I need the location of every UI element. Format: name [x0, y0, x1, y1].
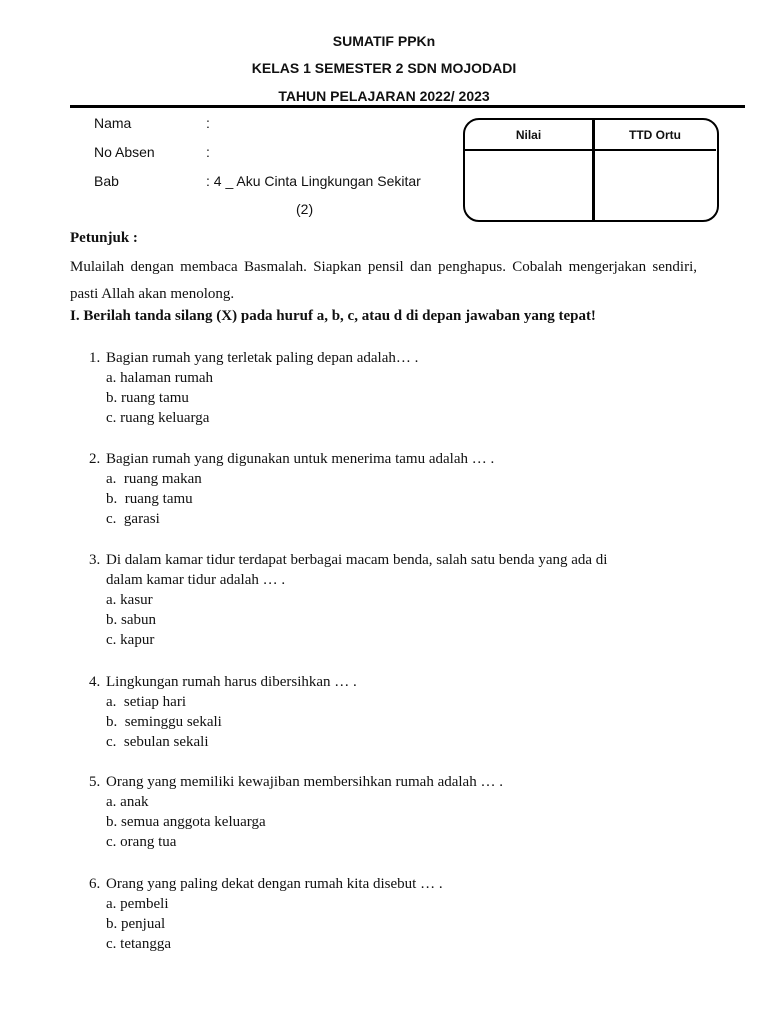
option-text: penjual [121, 916, 166, 932]
ttd-ortu-header: TTD Ortu [629, 128, 681, 142]
question-5 [89, 772, 709, 852]
question-text: Di dalam kamar tidur terdapat berbagai macam benda, salah satu benda yang ada di [106, 552, 608, 568]
question-number: 5. [89, 774, 101, 790]
option-a[interactable] [89, 469, 709, 489]
option-b[interactable] [89, 812, 709, 832]
question-number: 3. [89, 552, 101, 568]
option-letter: b. [106, 916, 118, 932]
question-number: 1. [89, 350, 101, 366]
option-text: pembeli [120, 896, 169, 912]
question-number: 6. [89, 876, 101, 892]
option-a[interactable] [89, 792, 709, 812]
option-text: tetangga [120, 936, 171, 952]
option-b[interactable] [89, 712, 709, 732]
option-letter: b. [106, 612, 118, 628]
option-text: garasi [123, 511, 160, 527]
option-b[interactable] [89, 388, 709, 408]
option-text: ruang tamu [121, 390, 189, 406]
option-c[interactable] [89, 732, 709, 752]
option-text: setiap hari [123, 694, 186, 710]
bab-value: : 4 _ Aku Cinta Lingkungan Sekitar [206, 173, 421, 189]
option-c[interactable] [89, 832, 709, 852]
option-text: seminggu sekali [124, 714, 222, 730]
grade-box-column-divider [592, 118, 595, 222]
option-letter: a. [106, 794, 117, 810]
doc-class-school: KELAS 1 SEMESTER 2 SDN MOJODADI [251, 60, 517, 76]
question-3 [89, 550, 709, 650]
option-text: halaman rumah [120, 370, 214, 386]
nilai-header: Nilai [515, 128, 542, 142]
header-divider [70, 105, 745, 108]
instructions-body: Mulailah dengan membaca Basmalah. Siapkan pensil dan penghapus. Cobalah mengerjakan sendiri, pasti Allah akan menolong. [70, 259, 697, 302]
option-b[interactable] [89, 610, 709, 630]
option-a[interactable] [89, 368, 709, 388]
question-text-continued: dalam kamar tidur adalah … . [106, 572, 286, 588]
doc-title: SUMATIF PPKn [332, 33, 436, 49]
option-letter: b. [106, 814, 118, 830]
no-absen-label: No Absen [94, 144, 155, 160]
option-letter: a. [106, 471, 117, 487]
option-letter: a. [106, 694, 117, 710]
nama-colon: : [206, 115, 210, 131]
option-letter: b. [106, 390, 118, 406]
doc-school-year: TAHUN PELAJARAN 2022/ 2023 [278, 88, 490, 104]
option-a[interactable] [89, 692, 709, 712]
question-text: Orang yang memiliki kewajiban membersihkan rumah adalah … . [106, 774, 503, 790]
option-a[interactable] [89, 894, 709, 914]
option-c[interactable] [89, 630, 709, 650]
question-text: Bagian rumah yang digunakan untuk menerima tamu adalah … . [106, 451, 495, 467]
option-letter: b. [106, 491, 118, 507]
question-6 [89, 874, 709, 954]
question-text: Bagian rumah yang terletak paling depan adalah… . [106, 350, 419, 366]
question-4 [89, 672, 709, 752]
option-b[interactable] [89, 914, 709, 934]
option-letter: b. [106, 714, 118, 730]
question-2 [89, 449, 709, 529]
bab-label: Bab [94, 173, 119, 189]
option-c[interactable] [89, 934, 709, 954]
question-number: 2. [89, 451, 101, 467]
question-text: Orang yang paling dekat dengan rumah kita disebut … . [106, 876, 443, 892]
option-b[interactable] [89, 489, 709, 509]
option-text: ruang tamu [124, 491, 193, 507]
option-letter: a. [106, 592, 117, 608]
option-letter: c. [106, 410, 117, 426]
grade-box [463, 118, 719, 222]
option-text: sebulan sekali [123, 734, 209, 750]
option-letter: c. [106, 936, 117, 952]
nama-label: Nama [94, 115, 132, 131]
option-letter: c. [106, 511, 117, 527]
option-letter: c. [106, 834, 117, 850]
option-text: sabun [121, 612, 156, 628]
option-text: ruang keluarga [120, 410, 210, 426]
no-absen-colon: : [206, 144, 210, 160]
option-c[interactable] [89, 408, 709, 428]
option-c[interactable] [89, 509, 709, 529]
option-text: kasur [120, 592, 153, 608]
instructions-title: Petunjuk : [70, 230, 138, 246]
section-heading: I. Berilah tanda silang (X) pada huruf a, b, c, atau d di depan jawaban yang tepat! [70, 308, 596, 324]
option-letter: a. [106, 370, 117, 386]
option-a[interactable] [89, 590, 709, 610]
option-letter: c. [106, 632, 117, 648]
question-1 [89, 348, 709, 428]
option-text: orang tua [120, 834, 177, 850]
option-text: ruang makan [123, 471, 202, 487]
option-letter: a. [106, 896, 117, 912]
question-text: Lingkungan rumah harus dibersihkan … . [106, 674, 357, 690]
option-text: semua anggota keluarga [121, 814, 266, 830]
grade-box-header-divider [465, 149, 716, 151]
question-number: 4. [89, 674, 101, 690]
option-letter: c. [106, 734, 117, 750]
bab-value-continued: (2) [296, 201, 314, 217]
option-text: kapur [120, 632, 155, 648]
option-text: anak [120, 794, 149, 810]
